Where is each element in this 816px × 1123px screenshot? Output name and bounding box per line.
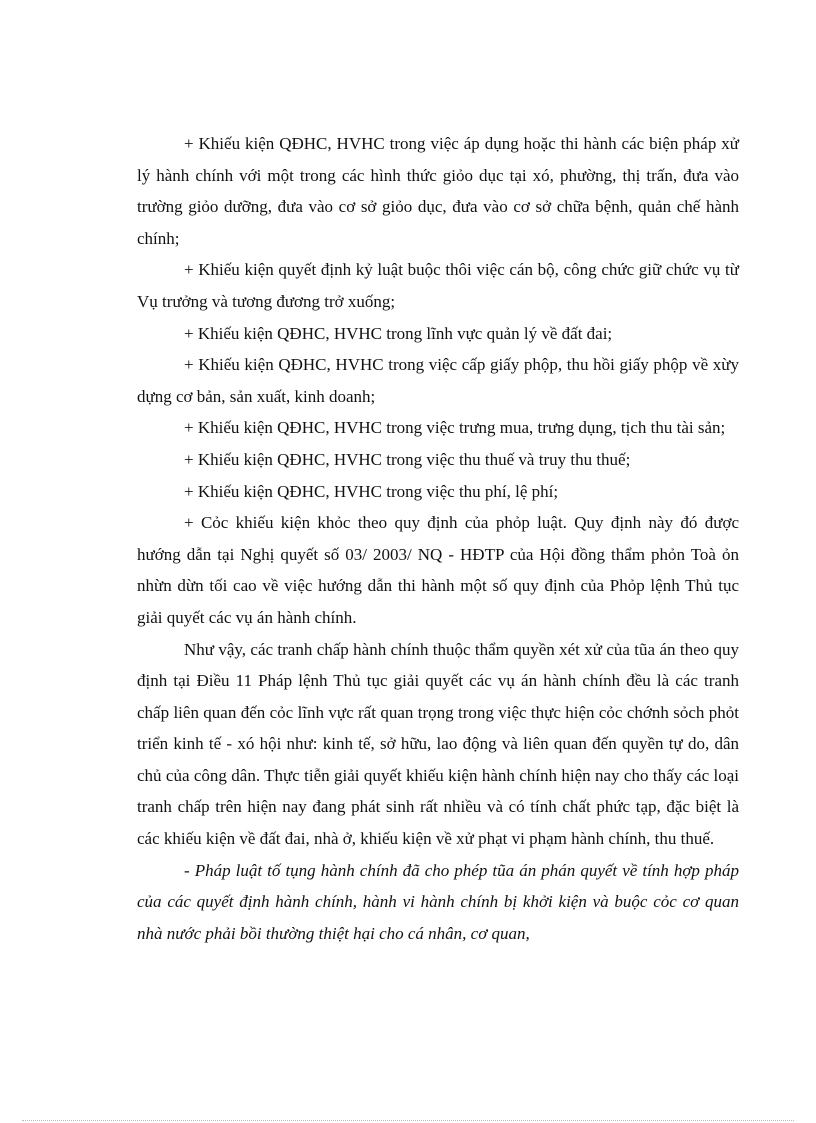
paragraph-taxation: + Khiếu kiện QĐHC, HVHC trong việc thu thuế và truy thu thuế; [184,449,631,469]
paragraph-summary: Như vậy, các tranh chấp hành chính thuộc thẩm quyền xét xử của tũa án theo quy định tại Điều 11 Pháp lệnh Thủ tục giải quyết các vụ án hành chính đều là các tranh chấp liên quan đến cỏc lĩnh vực rất quan trọng trong việc thực hiện cỏc chớnh sỏch phỏt triển kinh tế - xó hội như: kinh tế, sở hữu, lao động và liên quan đến quyền tự do, dân chủ của công dân. Thực tiễn giải quyết khiếu kiện hành chính hiện nay cho thấy các loại tranh chấp trên hiện nay đang phát sinh rất nhiều và có tính chất phức tạp, đặc biệt là các khiếu kiện về đất đai, nhà ở, khiếu kiện về xử phạt vi phạm hành chính, thu thuế. [137,639,739,849]
paragraph-licensing: + Khiếu kiện QĐHC, HVHC trong việc cấp giấy phộp, thu hồi giấy phộp về xừy dựng cơ bản, sản xuất, kinh doanh; [137,355,739,406]
paragraph-administrative-measures: + Khiếu kiện QĐHC, HVHC trong việc áp dụng hoặc thi hành các biện pháp xử lý hành chính với một trong các hình thức giỏo dục tại xó, phường, thị trấn, đưa vào trường giỏo dưỡng, đưa vào cơ sở giỏo dục, đưa vào cơ sở chữa bệnh, quản chế hành chính; [137,134,739,248]
paragraph-court-authority: - Pháp luật tố tụng hành chính đã cho phép tũa án phán quyết về tính hợp pháp của các quyết định hành chính, hành vi hành chính bị khởi kiện và buộc cỏc cơ quan nhà nước phải bồi thường thiệt hại cho cá nhân, cơ quan, [137,860,739,943]
document-body [137,128,739,949]
paragraph-land-management: + Khiếu kiện QĐHC, HVHC trong lĩnh vực quản lý về đất đai; [184,323,613,343]
paragraph-disciplinary-decision: + Khiếu kiện quyết định kỷ luật buộc thôi việc cán bộ, công chức giữ chức vụ từ Vụ trưởng và tương đương trở xuống; [137,260,739,311]
paragraph-requisition: + Khiếu kiện QĐHC, HVHC trong việc trưng mua, trưng dụng, tịch thu tài sản; [184,418,726,438]
paragraph-fees: + Khiếu kiện QĐHC, HVHC trong việc thu phí, lệ phí; [184,481,559,501]
page-bottom-dotted-border [22,1120,794,1121]
paragraph-other-complaints: + Cỏc khiếu kiện khỏc theo quy định của phỏp luật. Quy định này đó được hướng dẫn tại Nghị quyết số 03/ 2003/ NQ - HĐTP của Hội đồng thẩm phỏn Toà ỏn nhừn dừn tối cao về việc hướng dẫn thi hành một số quy định của Phỏp lệnh Thủ tục giải quyết các vụ án hành chính. [137,513,739,627]
